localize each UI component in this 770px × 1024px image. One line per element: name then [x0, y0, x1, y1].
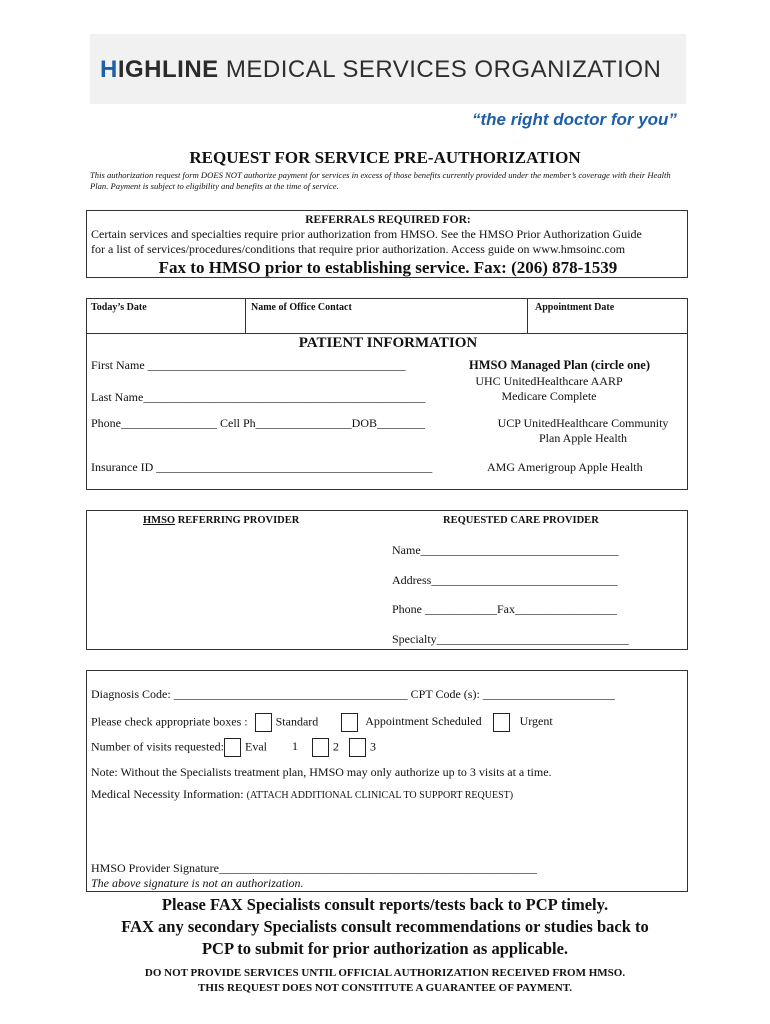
dates-row: [86, 298, 688, 334]
referrals-line-2: for a list of services/procedures/conditions that require prior authorization. Access guide on www.hmsoinc.com: [91, 242, 626, 256]
provider-signature-field[interactable]: HMSO Provider Signature_____________________________________________________: [91, 861, 537, 875]
visits-note: Note: Without the Specialists treatment plan, HMSO may only authorize up to 3 visits at a time.: [91, 765, 552, 779]
first-name-field[interactable]: First Name ___________________________________________: [91, 358, 406, 372]
medical-necessity-label: Medical Necessity Information:: [91, 787, 247, 801]
logo-word-highline: IGHLINE: [117, 56, 219, 83]
warning-footer: [0, 966, 770, 996]
referrals-heading: REFERRALS REQUIRED FOR:: [305, 214, 471, 226]
check-boxes-label: Please check appropriate boxes :: [91, 714, 248, 729]
footer-line-2: FAX any secondary Specialists consult recommendations or studies back to: [121, 917, 649, 936]
plan-option-ucp[interactable]: [483, 416, 683, 446]
visit-3-label: 3: [369, 739, 376, 754]
patient-information-section: [86, 334, 688, 490]
footer-line-3: PCP to submit for prior authorization as applicable.: [201, 939, 569, 958]
organization-logo: [100, 56, 661, 84]
referrals-box: [86, 210, 688, 278]
fax-instruction: Fax to HMSO prior to establishing service. Fax: (206) 878-1539: [158, 258, 618, 277]
plan-option-uhc[interactable]: [469, 374, 629, 404]
footer-line-1: Please FAX Specialists consult reports/tests back to PCP timely.: [161, 895, 609, 914]
appointment-scheduled-label: Appointment Scheduled: [365, 714, 482, 729]
visit-3-checkbox[interactable]: [349, 738, 366, 757]
warning-line-1: DO NOT PROVIDE SERVICES UNTIL OFFICIAL AUTHORIZATION RECEIVED FROM HMSO.: [144, 967, 626, 979]
referring-provider-heading: [143, 515, 299, 526]
eval-label: Eval: [244, 739, 267, 754]
provider-phone-fax-field[interactable]: Phone ____________Fax_________________: [392, 602, 617, 616]
providers-section: [86, 510, 688, 650]
urgent-checkbox[interactable]: [493, 713, 510, 732]
clinical-section: [86, 670, 688, 892]
patient-information-heading: PATIENT INFORMATION: [298, 335, 478, 351]
managed-plan-heading: HMSO Managed Plan (circle one): [469, 358, 650, 372]
signature-note: The above signature is not an authorization.: [91, 876, 304, 890]
standard-checkbox[interactable]: [255, 713, 272, 732]
referrals-text: [91, 227, 685, 257]
fax-instructions-footer: [0, 894, 770, 960]
visit-2-checkbox[interactable]: [312, 738, 329, 757]
disclaimer-text: This authorization request form DOES NOT authorize payment for services in excess of those benefits currently provided under the member’s coverage with their Health Plan. Payment is subject to eligibility and benefits at the time of service.: [90, 170, 671, 191]
diagnosis-cpt-field[interactable]: Diagnosis Code: _______________________________________ CPT Code (s): ______________________: [91, 687, 615, 701]
referring-abbr: HMSO: [143, 515, 176, 526]
check-boxes-row: [91, 713, 553, 732]
tagline: “the right doctor for you”: [472, 110, 677, 129]
eval-checkbox[interactable]: [224, 738, 241, 757]
requested-provider-heading: REQUESTED CARE PROVIDER: [443, 515, 599, 526]
referrals-line-1: Certain services and specialties require prior authorization from HMSO. See the HMSO Prior Authorization Guide: [91, 227, 642, 241]
phone-cell-dob-field[interactable]: Phone________________ Cell Ph________________DOB________: [91, 416, 426, 430]
todays-date-field[interactable]: Today’s Date: [91, 302, 147, 313]
provider-specialty-field[interactable]: Specialty________________________________: [392, 632, 629, 646]
plan-option-amg[interactable]: AMG Amerigroup Apple Health: [487, 460, 643, 474]
plan-uhc-line-2: Medicare Complete: [501, 389, 597, 403]
medical-necessity-field[interactable]: [91, 787, 513, 802]
visits-row: [91, 738, 376, 757]
appointment-date-field[interactable]: Appointment Date: [535, 302, 615, 313]
last-name-field[interactable]: Last Name_______________________________________________: [91, 390, 426, 404]
provider-address-field[interactable]: Address_______________________________: [392, 573, 618, 587]
visit-2-label: 2: [332, 739, 339, 754]
visit-1-label: 1: [291, 739, 298, 754]
plan-ucp-line-1: UCP UnitedHealthcare Community: [497, 416, 669, 430]
insurance-id-field[interactable]: Insurance ID ______________________________________________: [91, 460, 433, 474]
medical-necessity-hint: (ATTACH ADDITIONAL CLINICAL TO SUPPORT REQUEST): [246, 790, 514, 801]
plan-uhc-line-1: UHC UnitedHealthcare AARP: [475, 374, 623, 388]
visits-label: Number of visits requested:: [91, 739, 224, 754]
logo-letter-h: H: [100, 56, 118, 83]
warning-line-2: THIS REQUEST DOES NOT CONSTITUTE A GUARANTEE OF PAYMENT.: [198, 982, 572, 994]
logo-organization-text: MEDICAL SERVICES ORGANIZATION: [218, 56, 662, 83]
form-title: REQUEST FOR SERVICE PRE-AUTHORIZATION: [189, 148, 581, 167]
referring-rest: REFERRING PROVIDER: [175, 515, 300, 526]
urgent-label: Urgent: [519, 714, 553, 729]
standard-label: Standard: [275, 714, 319, 729]
provider-name-field[interactable]: Name_________________________________: [392, 543, 619, 557]
office-contact-field[interactable]: Name of Office Contact: [251, 302, 352, 313]
plan-ucp-line-2: Plan Apple Health: [539, 431, 627, 445]
appointment-scheduled-checkbox[interactable]: [341, 713, 358, 732]
